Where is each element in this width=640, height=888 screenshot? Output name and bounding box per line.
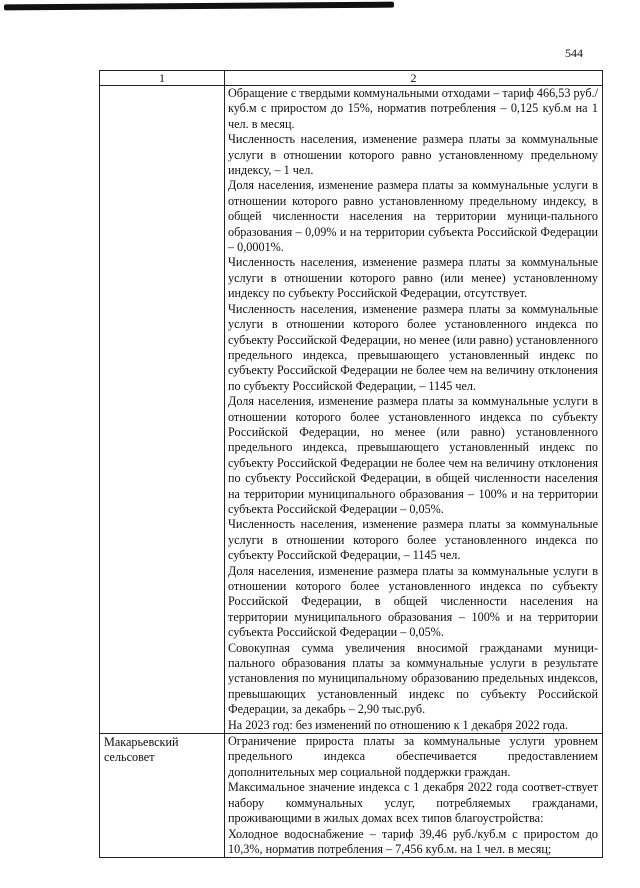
paragraph: Обращение с твердыми коммунальными отходами – тариф 466,53 руб./куб.м с приростом до 15%, норматив потребления – 0,125 куб.м на 1 чел. в месяц. — [228, 86, 598, 131]
municipality-cell — [100, 86, 225, 734]
paragraph: Максимальное значение индекса с 1 декабря 2022 года соответ-ствует набору коммунальных услуг, потребляемых гражданами, проживающими в жилых домах всех типов благоустройства: — [228, 780, 598, 826]
paragraph: Доля населения, изменение размера платы за коммунальные услуги в отношении которого более установленного индекса по субъекту Российской Федерации, в общей численности населения на территории муниципального образования – 100% и на территории субъекта Российской Федерации – 0,05%. — [228, 563, 598, 640]
page-number: 544 — [565, 46, 583, 60]
paragraph: Численность населения, изменение размера платы за коммунальные услуги в отношении которого равно (или менее) установленному индексу по субъекту Российской Федерации, отсутствует. — [228, 255, 598, 301]
paragraph: Численность населения, изменение размера платы за коммунальные услуги в отношении которого равно установленному предельному индексу, – 1 чел. — [228, 132, 598, 178]
table-row — [100, 734, 603, 858]
municipality-cell — [100, 734, 225, 858]
header-cell-2: 2 — [225, 71, 603, 86]
paragraph: Доля населения, изменение размера платы за коммунальные услуги в отношении которого более установленного индекса по субъекту Российской Федерации, но менее (или равно) установленного предельного индекса, превышающего установленный индекс по субъекту Российской Федерации не более чем на величину отклонения по субъекту Российской Федерации, в общей численности населения на территории муниципального образования – 100% и на территории субъекта Российской Федерации – 0,05%. — [228, 394, 598, 516]
header-cell-1: 1 — [100, 71, 225, 86]
scan-edge-mark — [4, 2, 394, 11]
municipality-name — [100, 86, 224, 88]
description-cell — [225, 86, 603, 734]
paragraph: Численность населения, изменение размера платы за коммунальные услуги в отношении которого более установленного индекса по субъекту Российской Федерации, но менее (или равно) установленного предельного индекса, превышающего установленный индекс по субъекту Российской Федерации не более чем на величину отклонения по субъекту Российской Федерации, – 1145 чел. — [228, 301, 599, 393]
table-row — [100, 86, 603, 734]
paragraph: Холодное водоснабжение – тариф 39,46 руб./куб.м с приростом до 10,3%, норматив потребления – 7,456 куб.м. на 1 чел. в месяц; — [228, 826, 598, 856]
paragraph: На 2023 год: без изменений по отношению к 1 декабря 2022 года. — [228, 717, 568, 732]
document-table — [99, 70, 603, 858]
table-header-row — [100, 71, 603, 86]
description-cell — [225, 734, 603, 858]
paragraph: Доля населения, изменение размера платы за коммунальные услуги в отношении которого равно установленному предельному индексу, в общей численности населения на территории муници-пального образования – 0,09% и на территории субъекта Российской Федерации – 0,0001%. — [228, 178, 598, 255]
paragraph: Совокупная сумма увеличения вносимой гражданами муници-пального образования платы за коммунальные услуги в результате установления по муниципальному образованию предельных индексов, превышающих установленный индекс по субъекту Российской Федерации, за декабрь – 2,90 тыс.руб. — [228, 640, 598, 717]
paragraph: Численность населения, изменение размера платы за коммунальные услуги в отношении которого более установленного индекса по субъекту Российской Федерации, – 1145 чел. — [228, 517, 598, 563]
paragraph: Ограничение прироста платы за коммунальные услуги уровнем предельного индекса обеспечивается предоставлением дополнительных мер социальной поддержки граждан. — [228, 734, 598, 779]
municipality-name: Макарьевский сельсовет — [104, 735, 179, 765]
